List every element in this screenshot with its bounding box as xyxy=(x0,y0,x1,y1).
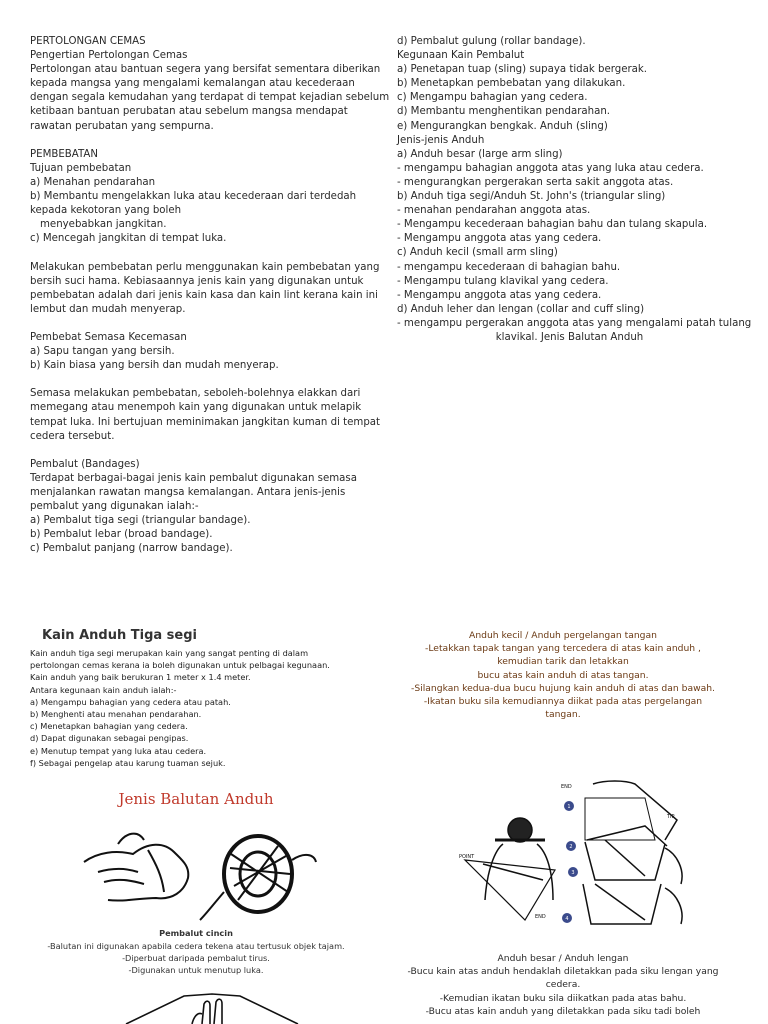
point-label: POINT xyxy=(459,854,475,860)
text-line: kemudian tarik dan letakkan xyxy=(497,656,629,668)
text-line: c) Mencegah jangkitan di tempat luka. xyxy=(30,233,227,245)
text-line: -Silangkan kedua-dua bucu hujung kain anduh di atas dan bawah. xyxy=(411,682,715,694)
end-bottom-label: END xyxy=(535,914,546,920)
hand-bandage-illustration xyxy=(122,992,302,1024)
text-line: a) Mengampu bahagian yang cedera atau patah. xyxy=(30,696,231,707)
text-line: Antara kegunaan kain anduh ialah:- xyxy=(30,684,177,695)
text-line: c) Mengampu bahagian yang cedera. xyxy=(397,92,588,104)
text-line: Pengertian Pertolongan Cemas xyxy=(30,50,188,62)
tip-label: TIP xyxy=(667,814,675,820)
text-line: a) Sapu tangan yang bersih. xyxy=(30,346,175,358)
text-line: rawatan perubatan yang sempurna. xyxy=(30,120,214,132)
step-2-label: 2 xyxy=(569,844,573,850)
text-line: b) Pembalut lebar (broad bandage). xyxy=(30,529,213,541)
text-line: a) Menahan pendarahan xyxy=(30,176,156,188)
text-line: e) Menutup tempat yang luka atau cedera. xyxy=(30,745,207,756)
text-line: d) Pembalut gulung (rollar bandage). xyxy=(397,36,586,47)
text-line: pembebatan adalah dari jenis kain kasa dan kain lint kerana kain ini xyxy=(30,289,378,301)
caption-line: -Digunakan untuk menutup luka. xyxy=(128,965,264,975)
text-line: Kain anduh tiga segi merupakan kain yang sangat penting di dalam xyxy=(30,648,309,658)
text-line: Kain anduh yang baik berukuran 1 meter x 1.4 meter. xyxy=(30,672,251,683)
text-line xyxy=(30,444,375,458)
text-line: b) Kain biasa yang bersih dan mudah menyerap. xyxy=(30,360,279,372)
text-line: d) Anduh leher dan lengan (collar and cuff sling) xyxy=(397,303,645,315)
text-line: - mengampu kecederaan di bahagian bahu. xyxy=(397,261,621,273)
sling-steps-illustration xyxy=(455,780,695,930)
text-line: c) Anduh kecil (small arm sling) xyxy=(397,247,558,259)
text-line: c) Pembalut panjang (narrow bandage). xyxy=(30,543,233,555)
text-line: menyebabkan jangkitan. xyxy=(40,219,167,231)
left-text-column xyxy=(30,35,390,556)
caption-line: -Balutan ini digunakan apabila cedera tekena atau tertusuk objek tajam. xyxy=(47,941,345,951)
text-line: b) Membantu mengelakkan luka atau kecederaan dari terdedah xyxy=(30,191,357,203)
text-line: kepada mangsa yang mengalami kemalangan atau kecederaan xyxy=(30,78,355,90)
text-line: - Mengampu kecederaan bahagian bahu dan tulang skapula. xyxy=(397,219,708,231)
text-line: bersih suci hama. Kebiasaannya jenis kain yang digunakan untuk xyxy=(30,275,364,287)
text-line: a) Penetapan tuap (sling) supaya tidak bergerak. xyxy=(397,64,648,76)
text-line: Anduh besar / Anduh lengan xyxy=(497,953,629,964)
text-line: - mengampu pergerakan anggota atas yang mengalami patah tulang xyxy=(397,317,752,329)
jenis-balutan-title: Jenis Balutan Anduh xyxy=(118,790,274,808)
text-line: bucu atas kain anduh di atas tangan. xyxy=(477,669,649,681)
text-line: PERTOLONGAN CEMAS xyxy=(30,36,146,47)
text-line: - mengurangkan pergerakan serta sakit anggota atas. xyxy=(397,176,674,188)
text-line: tempat luka. Ini bertujuan meminimakan jangkitan kuman di tempat xyxy=(30,416,381,428)
text-line: c) Menetapkan bahagian yang cedera. xyxy=(30,721,188,732)
text-line: - mengampu bahagian anggota atas yang luka atau cedera. xyxy=(397,162,704,174)
text-line: -Kemudian ikatan buku sila diikatkan pada atas bahu. xyxy=(439,992,687,1004)
text-line: cedera tersebut. xyxy=(30,430,115,442)
text-line: b) Menetapkan pembebatan yang dilakukan. xyxy=(397,78,626,90)
text-line: Jenis-jenis Anduh xyxy=(397,134,485,146)
text-line: Semasa melakukan pembebatan, seboleh-bolehnya elakkan dari xyxy=(30,388,361,400)
kain-anduh-title: Kain Anduh Tiga segi xyxy=(42,628,197,643)
text-line: d) Membantu menghentikan pendarahan. xyxy=(397,106,611,118)
text-line: b) Anduh tiga segi/Anduh St. John's (triangular sling) xyxy=(397,191,666,203)
text-line: dengan segala kemudahan yang terdapat di tempat kejadian sebelum xyxy=(30,92,390,104)
step-1-label: 1 xyxy=(567,804,571,810)
text-line: PEMBEBATAN xyxy=(30,148,98,160)
anduh-besar-text xyxy=(392,952,734,1018)
text-line: - Mengampu anggota atas yang cedera. xyxy=(397,289,602,301)
text-line: -Ikatan buku sila kemudiannya diikat pada atas pergelangan xyxy=(423,696,703,708)
text-line: - Mengampu anggota atas yang cedera. xyxy=(397,233,602,245)
step-4-label: 4 xyxy=(565,916,569,922)
text-line: menjalankan rawatan mangsa kemalangan. Antara jenis-jenis xyxy=(30,487,346,498)
text-line: Pembalut (Bandages) xyxy=(30,458,140,470)
text-line xyxy=(30,246,375,260)
text-line xyxy=(30,134,375,148)
text-line: klavikal. Jenis Balutan Anduh xyxy=(495,331,644,343)
end-top-label: END xyxy=(561,784,572,790)
text-line: -Bucu atas kain anduh yang diletakkan pada siku tadi boleh xyxy=(425,1005,701,1017)
step-3-label: 3 xyxy=(571,870,575,876)
anduh-kecil-text xyxy=(392,629,734,721)
text-line: memegang atau menempoh kain yang digunakan untuk melapik xyxy=(30,402,362,414)
text-line: - Mengampu tulang klavikal yang cedera. xyxy=(397,275,609,287)
text-line: kepada kekotoran yang boleh xyxy=(30,205,182,217)
text-line: d) Dapat digunakan sebagai pengipas. xyxy=(30,733,189,744)
pembalut-cincin-caption-title: Pembalut cincin xyxy=(159,928,233,938)
text-line: Pertolongan atau bantuan segera yang bersifat sementara diberikan xyxy=(30,64,381,76)
text-line xyxy=(30,317,375,331)
text-line: Terdapat berbagai-bagai jenis kain pembalut digunakan semasa xyxy=(30,472,357,484)
text-line: Melakukan pembebatan perlu menggunakan kain pembebatan yang xyxy=(30,261,380,273)
text-line: -Bucu kain atas anduh hendaklah diletakkan pada siku lengan yang xyxy=(407,966,719,978)
text-line: b) Menghenti atau menahan pendarahan. xyxy=(30,709,202,720)
text-line: e) Mengurangkan bengkak. Anduh (sling) xyxy=(397,120,608,132)
text-line: pembalut yang digunakan ialah:- xyxy=(30,501,199,513)
text-line: - menahan pendarahan anggota atas. xyxy=(397,205,591,217)
text-line: Anduh kecil / Anduh pergelangan tangan xyxy=(469,630,657,641)
text-line: Pembebat Semasa Kecemasan xyxy=(30,331,187,343)
pembalut-cincin-caption xyxy=(0,940,392,976)
text-line: Kegunaan Kain Pembalut xyxy=(397,50,525,62)
text-line: a) Anduh besar (large arm sling) xyxy=(397,148,563,160)
text-line: a) Pembalut tiga segi (triangular bandage). xyxy=(30,515,251,527)
text-line: pertolongan cemas kerana ia boleh digunakan untuk pelbagai kegunaan. xyxy=(30,660,330,671)
caption-line: -Diperbuat daripada pembalut tirus. xyxy=(122,953,270,963)
text-line: Tujuan pembebatan xyxy=(30,162,132,174)
kain-anduh-text xyxy=(30,647,330,769)
text-line xyxy=(30,373,375,387)
text-line: lembut dan mudah menyerap. xyxy=(30,303,186,315)
ring-bandage-illustration xyxy=(78,822,318,922)
text-line: ketibaan bantuan perubatan atau sebelum mangsa mendapat xyxy=(30,106,348,118)
right-text-column xyxy=(397,35,752,345)
text-line: tangan. xyxy=(545,709,581,721)
text-line: cedera. xyxy=(545,979,581,991)
text-line: -Letakkan tapak tangan yang tercedera di atas kain anduh , xyxy=(425,643,701,655)
text-line: f) Sebagai pengelap atau karung tuaman sejuk. xyxy=(30,757,226,768)
